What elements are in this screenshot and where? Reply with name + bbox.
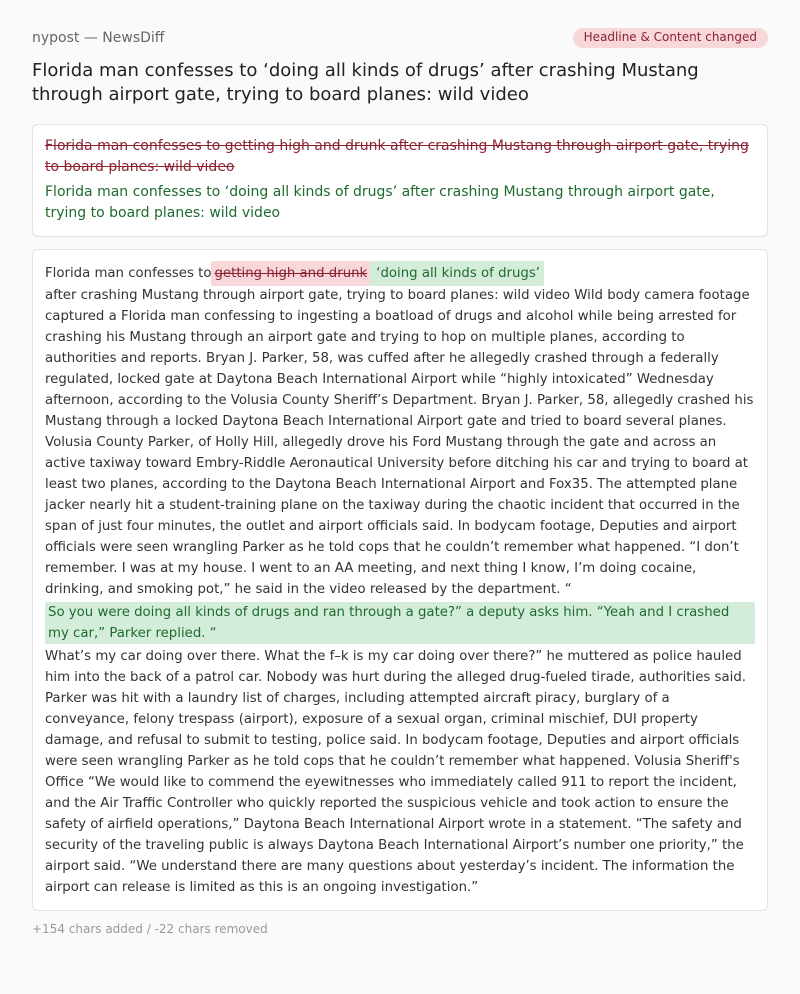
added-paragraph: So you were doing all kinds of drugs and ran through a gate?” a deputy asks him. “Yeah and I crashed my car,” Parker replied. “ [45,602,755,644]
unchanged-text: Florida man confesses to [45,265,212,281]
unchanged-paragraph: What’s my car doing over there. What the f–k is my car doing over there?” he muttered as police hauled him into the back of a patrol car. Nobody was hurt during the alleged drug-fueled tirade, authorities said. Parker was hit with a laundry list of charges, including attempted aircraft piracy, burglary of a conveyance, felony trespass (airport), exposure of a sexual organ, criminal mischief, DUI property damage, and refusal to submit to testing, police said. In bodycam footage, Deputies and airport officials were seen wrangling Parker as he told cops that he couldn’t remember what happened. Volusia Sheriff's Office “We would like to commend the eyewitnesses who immediately called 911 to report the incident, and the Air Traffic Controller who quickly reported the suspicious vehicle and took action to ensure the safety of airfield operations,” Daytona Beach International Airport wrote in a statement. “The safety and security of the traveling public is always Daytona Beach International Airport’s number one priority,” the airport said. “We understand there are many questions about yesterday’s incident. The information the airport can release is limited as this is an ongoing investigation.” [45,649,746,895]
new-headline: Florida man confesses to ‘doing all kinds of drugs’ after crashing Mustang through airport gate, trying to board planes: wild video [45,184,715,221]
added-text: ‘doing all kinds of drugs’ [370,261,544,286]
page-title: Florida man confesses to ‘doing all kinds of drugs’ after crashing Mustang through airport gate, trying to board planes: wild video [32,60,699,105]
unchanged-paragraph: after crashing Mustang through airport gate, trying to board planes: wild video Wild body camera footage captured a Florida man confessing to ingesting a boatload of drugs and alcohol while being arrested for crashing his Mustang through an airport gate and trying to hop on multiple planes, according to authorities and reports. Bryan J. Parker, 58, was cuffed after he allegedly crashed through a federally regulated, locked gate at Daytona Beach International Airport while “highly intoxicated” Wednesday afternoon, according to the Volusia County Sheriff’s Department. Bryan J. Parker, 58, allegedly crashed his Mustang through a locked Daytona Beach International Airport gate and tried to board several planes. Volusia County Parker, of Holly Hill, allegedly drove his Ford Mustang through the gate and across an active taxiway toward Embry-Riddle Aeronautical University before ditching his car and trying to board at least two planes, according to the Daytona Beach International Airport and Fox35. The attempted plane jacker nearly hit a student-training plane on the taxiway during the chaotic incident that occurred in the span of just four minutes, the outlet and airport officials said. In bodycam footage, Deputies and airport officials were seen wrangling Parker as he told cops that he couldn’t remember what happened. “I don’t remember. I was at my house. I went to an AA meeting, and next thing I know, I’m doing cocaine, drinking, and smoking pot,” he said in the video released by the department. “ [45,288,754,597]
content-diff-card [32,249,768,911]
source-label: nypost — NewsDiff [32,30,165,46]
headline-diff-card [32,124,768,237]
top-bar [32,24,768,52]
old-headline: Florida man confesses to getting high and drunk after crashing Mustang through airport gate, trying to board planes: wild video [45,138,749,175]
change-type-badge: Headline & Content changed [573,28,768,48]
content-diff-first-line [45,261,755,285]
removed-text: getting high and drunk [211,261,370,286]
diff-stats: +154 chars added / -22 chars removed [32,922,268,936]
